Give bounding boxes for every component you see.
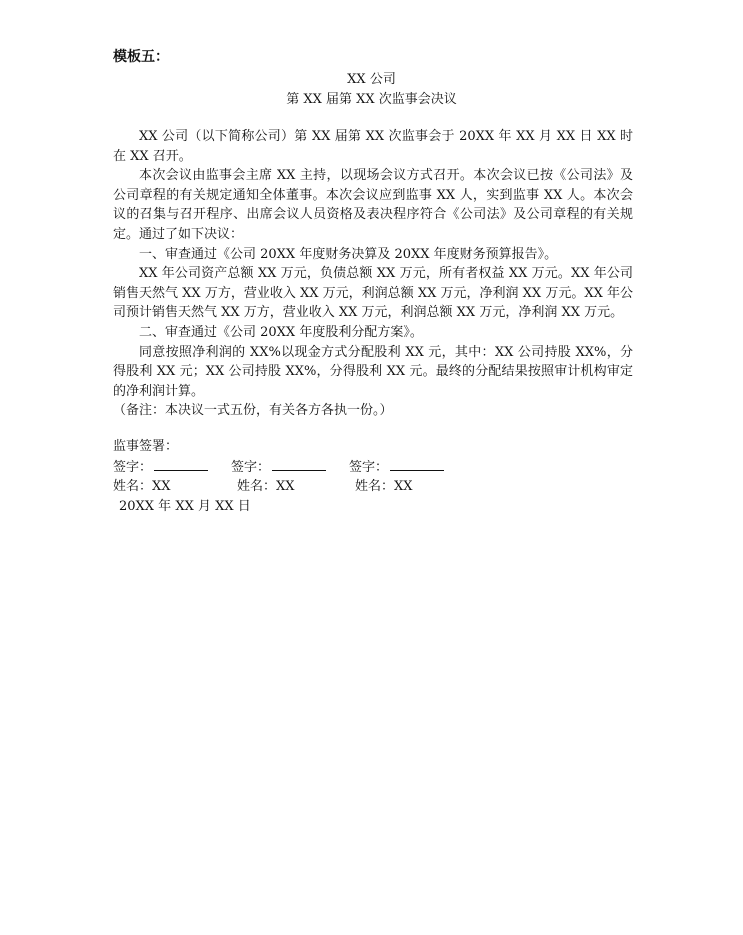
- signature-field-2: [231, 457, 326, 478]
- company-name: XX 公司: [347, 72, 396, 87]
- signature-label: 监事签署：: [113, 439, 179, 454]
- name-field-1: 姓名：XX: [113, 479, 171, 494]
- name-field-2: 姓名：XX: [237, 479, 295, 494]
- signature-line: [390, 457, 444, 471]
- resolution-date: 20XX 年 XX 月 XX 日: [119, 499, 251, 514]
- signature-field-1: [113, 457, 208, 478]
- paragraph-remark: （备注：本决议一式五份，有关各方各执一份。）: [113, 403, 393, 419]
- signature-line: [154, 457, 208, 471]
- paragraph-meeting-info: XX 公司（以下简称公司）第 XX 届第 XX 次监事会于 20XX 年 XX 月 XX 日 XX 时在 XX 召开。: [113, 129, 633, 164]
- template-heading: 模板五：: [113, 49, 169, 65]
- sign-label: 签字：: [349, 460, 389, 475]
- resolution-body: [113, 127, 633, 421]
- name-field-3: 姓名：XX: [355, 479, 413, 494]
- paragraph-meeting-procedure: 本次会议由监事会主席 XX 主持，以现场会议方式召开。本次会议已按《公司法》及公司章程的有关规定通知全体董事。本次会议应到监事 XX 人，实到监事 XX 人。本次会议的召集与召开程序、出席会议人员资格及表决程序符合《公司法》及公司章程的有关规定。通过了如下决议：: [113, 168, 633, 242]
- sign-label: 签字：: [113, 460, 153, 475]
- resolution-title: 第 XX 届第 XX 次监事会决议: [286, 92, 457, 107]
- signature-block: [113, 437, 533, 517]
- paragraph-dividend-details: 同意按照净利润的 XX%以现金方式分配股利 XX 元，其中：XX 公司持股 XX%，分得股利 XX 元；XX 公司持股 XX%，分得股利 XX 元。最终的分配结果按照审计机构审定的净利润计算。: [113, 344, 633, 399]
- paragraph-resolution-2: 二、审查通过《公司 20XX 年度股利分配方案》。: [139, 324, 423, 340]
- signature-row: [113, 457, 533, 477]
- paragraph-resolution-1: 一、审查通过《公司 20XX 年度财务决算及 20XX 年度财务预算报告》。: [139, 246, 558, 262]
- paragraph-financial-details: XX 年公司资产总额 XX 万元，负债总额 XX 万元，所有者权益 XX 万元。XX 年公司销售天然气 XX 万方，营业收入 XX 万元，利润总额 XX 万元，净利润 XX 万元。XX 年公司预计销售天然气 XX 万方，营业收入 XX 万元，利润总额 XX 万元，净利润 XX 万元。: [113, 266, 633, 321]
- name-row: [113, 477, 533, 497]
- signature-field-3: [349, 457, 444, 478]
- signature-line: [272, 457, 326, 471]
- sign-label: 签字：: [231, 460, 271, 475]
